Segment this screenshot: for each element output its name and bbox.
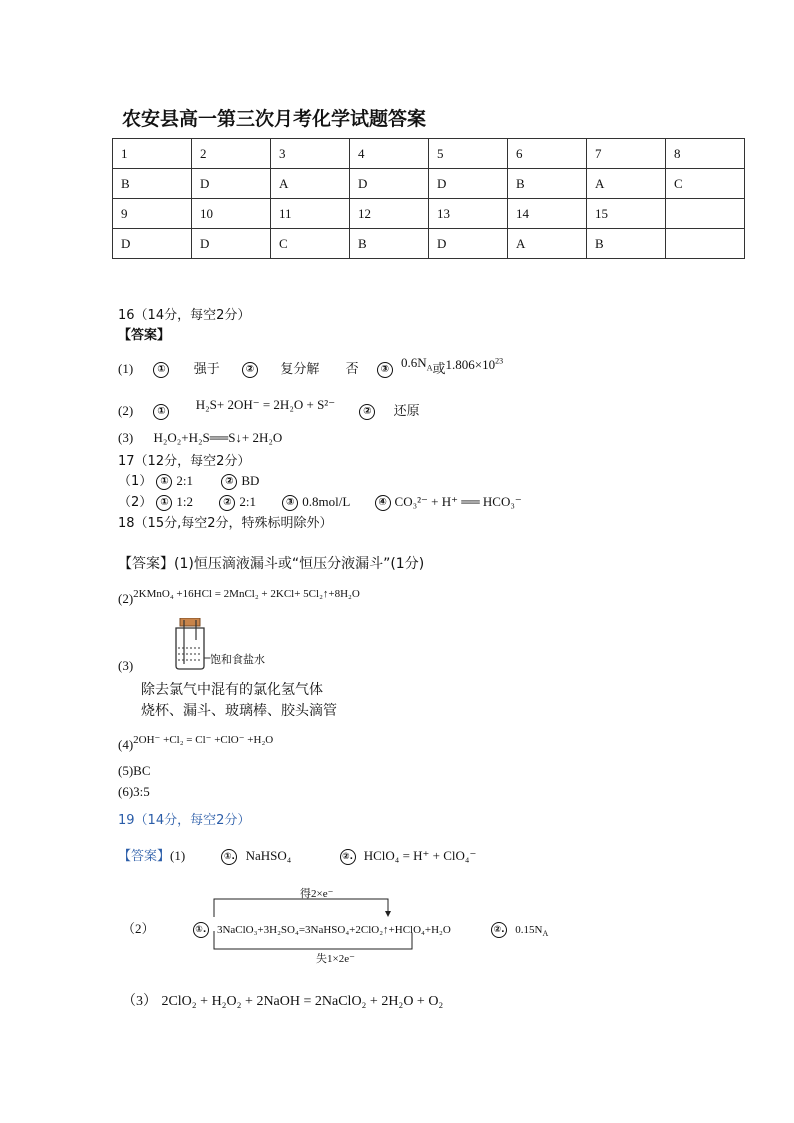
table-cell: 9 — [113, 199, 192, 229]
subscript: A — [542, 929, 549, 939]
answer-text: 1.806×10 — [445, 357, 496, 372]
circled-number: ②. — [491, 922, 507, 938]
equation: H₂S+ 2OH⁻ = 2H₂O + S²⁻ — [195, 397, 336, 412]
table-row — [113, 229, 745, 259]
part-label: (2) — [118, 591, 134, 606]
table-cell: 4 — [350, 139, 429, 169]
electron-loss-label: 失1×2e⁻ — [316, 953, 355, 965]
circled-number: ① — [156, 474, 172, 490]
table-cell: D — [192, 229, 271, 259]
table-cell: B — [350, 229, 429, 259]
q16-header: 16（14分，每空2分） — [118, 308, 251, 323]
equation: 2KMnO₄ +16HCl = 2MnCl₂ + 2KCl+ 5Cl₂↑+8H₂O — [133, 588, 360, 600]
table-cell: B — [113, 169, 192, 199]
answer-text: NaHSO₄ — [245, 848, 292, 863]
table-cell: A — [271, 169, 350, 199]
q18-part5: (5)BC — [118, 763, 151, 778]
table-cell: D — [350, 169, 429, 199]
table-row — [113, 199, 745, 229]
part-label: （3） — [122, 994, 157, 1009]
table-cell: 11 — [271, 199, 350, 229]
q18-answer-line: 【答案】(1)恒压滴液漏斗或“恒压分液漏斗”(1分) — [118, 556, 425, 572]
table-cell: 3 — [271, 139, 350, 169]
q18-part3-label: (3) — [118, 658, 134, 673]
circled-number: ② — [221, 474, 237, 490]
answer-text: 0.6N — [401, 355, 427, 370]
table-cell: D — [429, 229, 508, 259]
circled-number: ② — [219, 495, 235, 511]
answer-text: 0.15N — [515, 924, 543, 936]
table-cell: 14 — [508, 199, 587, 229]
part-label: (3) — [118, 430, 134, 445]
answer-text: 2:1 — [239, 494, 256, 509]
q19-part2 — [122, 918, 548, 938]
answer-text: BD — [241, 473, 260, 488]
table-cell: B — [508, 169, 587, 199]
superscript: 23 — [495, 356, 504, 366]
table-cell — [666, 229, 745, 259]
q16-part3 — [118, 430, 282, 446]
q18-part6: (6)3:5 — [118, 784, 150, 799]
part-label: (1) — [118, 361, 134, 376]
part-label: （1） — [118, 474, 153, 489]
circled-number: ② — [242, 362, 258, 378]
table-cell: 1 — [113, 139, 192, 169]
answer-text: 强于 — [193, 362, 220, 377]
table-cell: 2 — [192, 139, 271, 169]
table-cell: 13 — [429, 199, 508, 229]
answer-text: 复分解 — [280, 362, 320, 377]
answer-text: 还原 — [393, 404, 420, 419]
table-row — [113, 169, 745, 199]
circled-number: ① — [156, 495, 172, 511]
circled-number: ①. — [193, 922, 209, 938]
equation: 2OH⁻ +Cl₂ = Cl⁻ +ClO⁻ +H₂O — [133, 734, 274, 746]
table-cell: D — [192, 169, 271, 199]
table-cell: 12 — [350, 199, 429, 229]
q18-part3-line1: 除去氯气中混有的氯化氢气体 — [141, 682, 323, 698]
q16-part1 — [118, 355, 504, 379]
circled-number: ① — [153, 404, 169, 420]
q18-part2 — [118, 585, 360, 606]
answer-text: 否 — [345, 362, 359, 377]
table-cell: 6 — [508, 139, 587, 169]
subscript: A — [426, 363, 433, 373]
table-cell: C — [271, 229, 350, 259]
table-cell: 5 — [429, 139, 508, 169]
answer-tag: 【答案】 — [118, 849, 171, 864]
q18-part3-line2: 烧杯、漏斗、玻璃棒、胶头滴管 — [141, 703, 337, 719]
q17-header: 17（12分，每空2分） — [118, 454, 251, 469]
table-row — [113, 139, 745, 169]
answer-text: 0.8mol/L — [302, 494, 351, 509]
part-label: (1) — [170, 848, 186, 863]
part-label: （2） — [122, 921, 155, 936]
page-title: 农安县高一第三次月考化学试题答案 — [122, 108, 427, 130]
q17-part1 — [118, 470, 259, 490]
q18-header: 18（15分,每空2分，特殊标明除外） — [118, 516, 333, 531]
table-cell: A — [508, 229, 587, 259]
table-cell: B — [587, 229, 666, 259]
circled-number: ③ — [282, 495, 298, 511]
table-cell: 8 — [666, 139, 745, 169]
part-label: (4) — [118, 737, 134, 752]
table-cell: C — [666, 169, 745, 199]
circled-number: ③ — [377, 362, 393, 378]
circled-number: ②. — [340, 849, 356, 865]
q17-part2 — [118, 491, 522, 511]
q19-part1 — [118, 845, 476, 865]
q19-header: 19（14分，每空2分） — [118, 813, 251, 828]
table-cell: 10 — [192, 199, 271, 229]
table-cell: D — [113, 229, 192, 259]
electron-gain-label: 得2×e⁻ — [300, 888, 334, 900]
circled-number: ① — [153, 362, 169, 378]
table-cell: A — [587, 169, 666, 199]
gas-wash-bottle-icon — [170, 618, 210, 670]
table-cell: 15 — [587, 199, 666, 229]
q16-part2 — [118, 397, 420, 420]
equation: 2ClO₂ + H₂O₂ + 2NaOH = 2NaClO₂ + 2H₂O + O₂ — [161, 994, 444, 1009]
circled-number: ①. — [221, 849, 237, 865]
equation: CO₃²⁻ + H⁺ ══ HCO₃⁻ — [394, 494, 522, 509]
part-label: (2) — [118, 403, 134, 418]
q18-part4 — [118, 731, 274, 752]
circled-number: ② — [359, 404, 375, 420]
table-cell: D — [429, 169, 508, 199]
part-label: （2） — [118, 495, 153, 510]
table-cell: 7 — [587, 139, 666, 169]
circled-number: ④ — [375, 495, 391, 511]
table-cell — [666, 199, 745, 229]
equation: HClO₄ = H⁺ + ClO₄⁻ — [363, 848, 477, 863]
answer-text: 1:2 — [176, 494, 194, 509]
equation: 3NaClO₃+3H₂SO₄=3NaHSO₄+2ClO₂↑+HClO₄+H₂O — [216, 924, 451, 936]
equation: H₂O₂+H₂S══S↓+ 2H₂O — [153, 430, 283, 445]
answer-table — [112, 138, 745, 259]
q16-answer-tag: 【答案】 — [118, 328, 171, 343]
bottle-label: 饱和食盐水 — [210, 653, 265, 666]
q19-part3 — [122, 990, 443, 1010]
answer-text: 2:1 — [176, 473, 194, 488]
or-text: 或 — [432, 362, 446, 377]
